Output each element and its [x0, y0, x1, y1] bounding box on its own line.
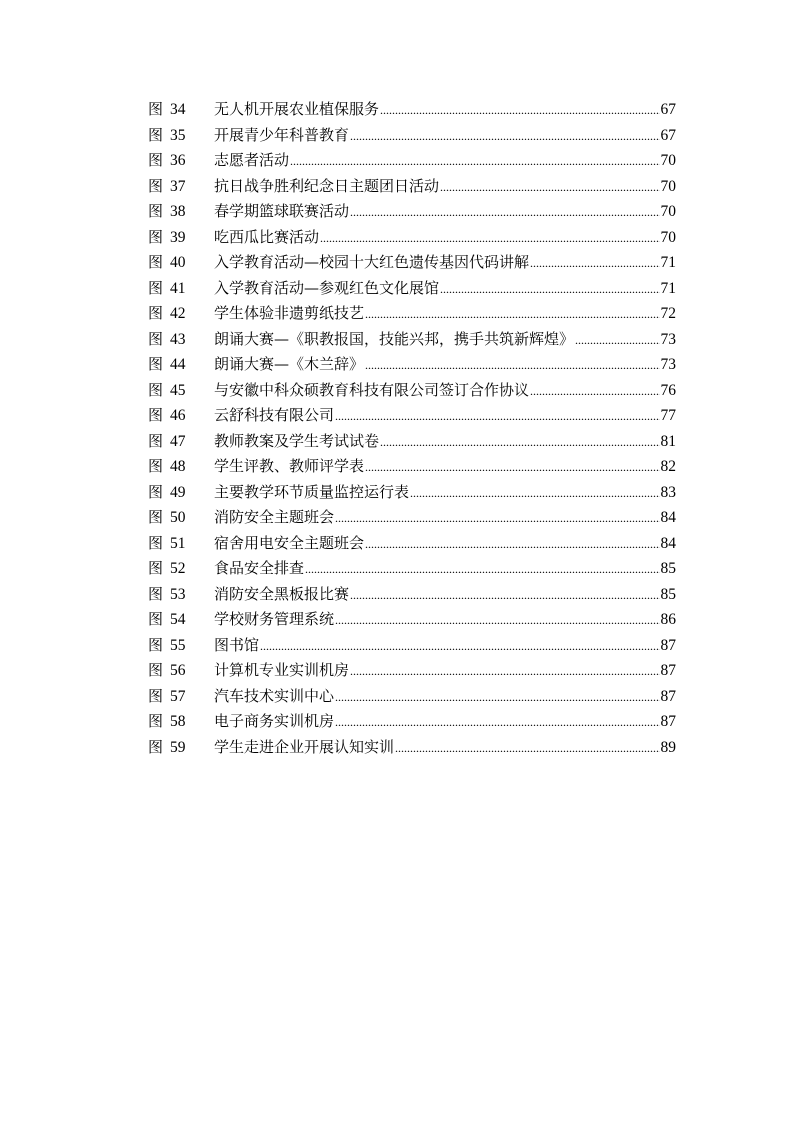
page-number: 86: [660, 611, 676, 628]
figure-label: 图: [148, 380, 164, 399]
figure-title: 学生体验非遗剪纸技艺: [214, 304, 365, 322]
figure-label: 图: [148, 661, 164, 679]
figure-title: 图书馆: [214, 635, 260, 654]
page-number: 87: [660, 636, 676, 654]
toc-entry-37[interactable]: [148, 174, 676, 200]
toc-entry-46[interactable]: [148, 403, 676, 429]
page-number: 87: [660, 713, 676, 730]
figure-label: 图: [148, 278, 164, 297]
page-number: 70: [660, 152, 676, 169]
dot-leader: [365, 455, 659, 481]
figure-number: 58: [170, 713, 186, 730]
figure-label: 图: [148, 457, 164, 475]
dot-leader: [320, 226, 659, 252]
dot-leader: [335, 608, 659, 634]
figure-label: 图: [148, 329, 164, 348]
toc-entry-49[interactable]: [148, 480, 676, 506]
figure-number: 49: [170, 483, 186, 501]
figure-label: 图: [148, 151, 164, 169]
page-number: 83: [660, 483, 676, 501]
toc-entry-53[interactable]: [148, 582, 676, 608]
dot-leader: [575, 328, 659, 354]
page-number: 84: [660, 534, 676, 552]
figure-number: 55: [170, 636, 186, 654]
toc-entry-57[interactable]: [148, 684, 676, 710]
page-number: 85: [660, 585, 676, 603]
page-number: 71: [660, 279, 676, 297]
figure-label: 图: [148, 559, 164, 577]
dot-leader: [260, 634, 659, 660]
figure-label: 图: [148, 355, 164, 373]
dot-leader: [350, 200, 659, 226]
dot-leader: [350, 659, 659, 685]
figure-label: 图: [148, 482, 164, 501]
figure-number: 59: [170, 738, 186, 756]
page-number: 72: [660, 305, 676, 322]
figure-label: 图: [148, 712, 164, 730]
toc-entry-54[interactable]: [148, 607, 676, 633]
figure-number: 40: [170, 254, 186, 271]
toc-entry-44[interactable]: [148, 352, 676, 378]
toc-entry-36[interactable]: [148, 148, 676, 174]
toc-entry-52[interactable]: [148, 556, 676, 582]
figure-number: 34: [170, 101, 186, 118]
page-number: 82: [660, 458, 676, 475]
toc-entry-38[interactable]: [148, 199, 676, 225]
figure-label: 图: [148, 686, 164, 705]
dot-leader: [365, 532, 659, 558]
figure-label: 图: [148, 100, 164, 118]
page-number: 89: [660, 738, 676, 756]
figure-label: 图: [148, 610, 164, 628]
figure-number: 38: [170, 203, 186, 220]
figure-label: 图: [148, 202, 164, 220]
figure-title: 学生走进企业开展认知实训: [214, 737, 395, 756]
toc-entry-42[interactable]: [148, 301, 676, 327]
dot-leader: [335, 685, 659, 711]
dot-leader: [350, 124, 659, 150]
toc-entry-48[interactable]: [148, 454, 676, 480]
figure-title: 云舒科技有限公司: [214, 406, 335, 424]
figure-title: 开展青少年科普教育: [214, 125, 350, 144]
figure-number: 42: [170, 305, 186, 322]
page-number: 85: [660, 560, 676, 577]
figure-number: 53: [170, 585, 186, 603]
dot-leader: [380, 98, 659, 124]
dot-leader: [305, 557, 659, 583]
figure-label: 图: [148, 737, 164, 756]
figure-title: 消防安全黑板报比赛: [214, 584, 350, 603]
figure-number: 43: [170, 330, 186, 348]
dot-leader: [335, 710, 659, 736]
toc-entry-47[interactable]: [148, 429, 676, 455]
toc-entry-45[interactable]: [148, 378, 676, 404]
figure-number: 52: [170, 560, 186, 577]
toc-entry-51[interactable]: [148, 531, 676, 557]
figure-list: [148, 97, 676, 760]
figure-title: 食品安全排查: [214, 559, 305, 577]
toc-entry-35[interactable]: [148, 123, 676, 149]
toc-entry-41[interactable]: [148, 276, 676, 302]
figure-title: 教师教案及学生考试试卷: [214, 431, 380, 450]
page-number: 67: [660, 101, 676, 118]
figure-number: 56: [170, 662, 186, 679]
figure-title: 朗诵大赛—《木兰辞》: [214, 355, 365, 373]
dot-leader: [395, 736, 659, 762]
figure-title: 入学教育活动—参观红色文化展馆: [214, 278, 440, 297]
toc-entry-34[interactable]: [148, 97, 676, 123]
page-number: 81: [660, 432, 676, 450]
toc-entry-59[interactable]: [148, 735, 676, 761]
dot-leader: [335, 404, 659, 430]
dot-leader: [365, 353, 659, 379]
figure-label: 图: [148, 635, 164, 654]
figure-label: 图: [148, 176, 164, 195]
page-number: 84: [660, 509, 676, 526]
figure-label: 图: [148, 304, 164, 322]
figure-number: 57: [170, 687, 186, 705]
figure-title: 朗诵大赛—《职教报国，技能兴邦，携手共筑新辉煌》: [214, 329, 575, 348]
dot-leader: [530, 251, 659, 277]
figure-label: 图: [148, 431, 164, 450]
figure-number: 45: [170, 381, 186, 399]
figure-number: 44: [170, 356, 186, 373]
figure-title: 学生评教、教师评学表: [214, 457, 365, 475]
page-number: 73: [660, 356, 676, 373]
page-number: 77: [660, 407, 676, 424]
page-number: 73: [660, 330, 676, 348]
figure-title: 宿舍用电安全主题班会: [214, 533, 365, 552]
toc-entry-40[interactable]: [148, 250, 676, 276]
figure-label: 图: [148, 253, 164, 271]
page-number: 87: [660, 662, 676, 679]
page-number: 70: [660, 203, 676, 220]
toc-entry-55[interactable]: [148, 633, 676, 659]
figure-label: 图: [148, 584, 164, 603]
page-number: 87: [660, 687, 676, 705]
figure-label: 图: [148, 508, 164, 526]
figure-label: 图: [148, 227, 164, 246]
figure-title: 春学期篮球联赛活动: [214, 202, 350, 220]
figure-number: 36: [170, 152, 186, 169]
figure-title: 计算机专业实训机房: [214, 661, 350, 679]
figure-title: 志愿者活动: [214, 151, 290, 169]
figure-label: 图: [148, 533, 164, 552]
figure-label: 图: [148, 125, 164, 144]
toc-entry-58[interactable]: [148, 709, 676, 735]
figure-title: 消防安全主题班会: [214, 508, 335, 526]
figure-number: 47: [170, 432, 186, 450]
figure-number: 48: [170, 458, 186, 475]
figure-title: 与安徽中科众硕教育科技有限公司签订合作协议: [214, 380, 530, 399]
figure-number: 54: [170, 611, 186, 628]
figure-number: 37: [170, 177, 186, 195]
figure-title: 抗日战争胜利纪念日主题团日活动: [214, 176, 440, 195]
figure-number: 51: [170, 534, 186, 552]
figure-title: 电子商务实训机房: [214, 712, 335, 730]
figure-number: 41: [170, 279, 186, 297]
figure-title: 无人机开展农业植保服务: [214, 100, 380, 118]
dot-leader: [440, 175, 659, 201]
dot-leader: [290, 149, 659, 175]
figure-title: 汽车技术实训中心: [214, 686, 335, 705]
figure-label: 图: [148, 406, 164, 424]
figure-number: 50: [170, 509, 186, 526]
figure-number: 35: [170, 126, 186, 144]
toc-entry-43[interactable]: [148, 327, 676, 353]
figure-title: 入学教育活动—校园十大红色遗传基因代码讲解: [214, 253, 530, 271]
dot-leader: [380, 430, 659, 456]
dot-leader: [410, 481, 659, 507]
figure-title: 吃西瓜比赛活动: [214, 227, 320, 246]
dot-leader: [365, 302, 659, 328]
dot-leader: [440, 277, 659, 303]
figure-number: 39: [170, 228, 186, 246]
toc-entry-56[interactable]: [148, 658, 676, 684]
figure-title: 主要教学环节质量监控运行表: [214, 482, 410, 501]
toc-entry-39[interactable]: [148, 225, 676, 251]
page-number: 70: [660, 177, 676, 195]
figure-number: 46: [170, 407, 186, 424]
page-number: 71: [660, 254, 676, 271]
dot-leader: [530, 379, 659, 405]
page-number: 70: [660, 228, 676, 246]
page-number: 67: [660, 126, 676, 144]
figure-title: 学校财务管理系统: [214, 610, 335, 628]
dot-leader: [335, 506, 659, 532]
dot-leader: [350, 583, 659, 609]
toc-entry-50[interactable]: [148, 505, 676, 531]
page-number: 76: [660, 381, 676, 399]
